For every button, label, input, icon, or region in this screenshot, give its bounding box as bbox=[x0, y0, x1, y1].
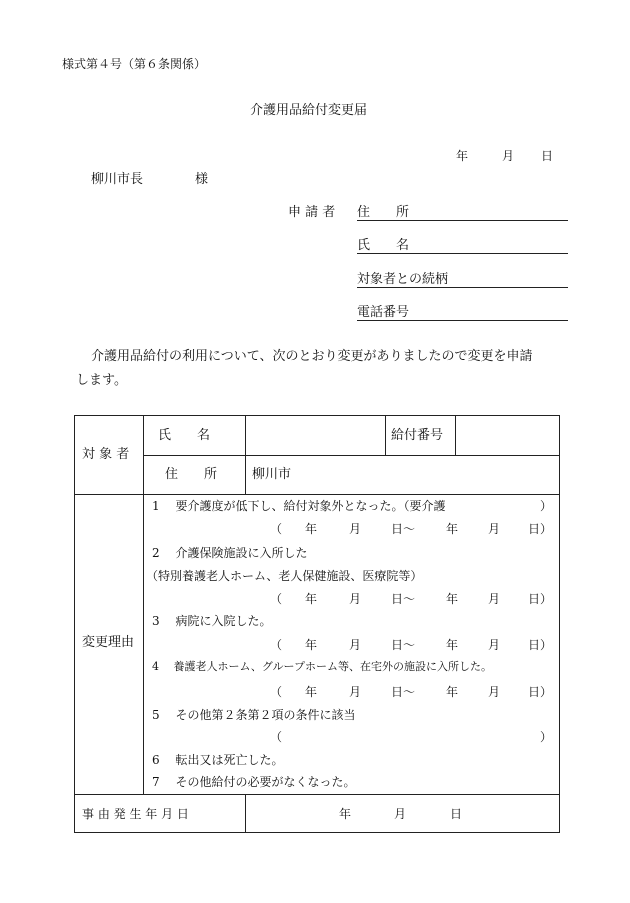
subject-header: 対 象 者 bbox=[82, 447, 130, 462]
date-year: 年 bbox=[456, 149, 469, 163]
table-rule bbox=[385, 415, 386, 455]
reason-5-detail-input[interactable] bbox=[284, 727, 534, 745]
table-rule bbox=[143, 455, 560, 456]
addressee-honorific: 様 bbox=[195, 172, 209, 187]
subject-address-value[interactable]: 柳川市 bbox=[252, 467, 292, 482]
date-month: 月 bbox=[349, 522, 362, 536]
table-rule bbox=[245, 794, 246, 833]
date-day-close: 日） bbox=[528, 638, 553, 652]
reason-7[interactable]: 7 その他給付の必要がなくなった。 bbox=[152, 775, 356, 789]
subject-name-label: 氏 名 bbox=[158, 428, 211, 443]
table-rule bbox=[143, 415, 144, 794]
addressee-name: 柳川市長 bbox=[91, 172, 144, 187]
page-title: 介護用品給付変更届 bbox=[250, 103, 368, 118]
benefit-number-label: 給付番号 bbox=[391, 428, 444, 443]
subject-address-label: 住 所 bbox=[165, 467, 218, 482]
date-open: （ bbox=[270, 522, 283, 536]
date-month: 月 bbox=[349, 685, 362, 699]
date-year: 年 bbox=[446, 522, 459, 536]
date-year: 年 bbox=[446, 685, 459, 699]
date-year: 年 bbox=[305, 522, 318, 536]
date-month: 月 bbox=[349, 592, 362, 606]
date-year: 年 bbox=[446, 638, 459, 652]
date-month: 月 bbox=[488, 685, 501, 699]
occurrence-month: 月 bbox=[394, 807, 407, 821]
applicant-label: 申 請 者 bbox=[288, 205, 336, 220]
date-day-from: 日〜 bbox=[391, 638, 416, 652]
date-day: 日 bbox=[541, 149, 554, 163]
body-text-line1: 介護用品給付の利用について、次のとおり変更がありましたので変更を申請 bbox=[91, 349, 533, 364]
date-month: 月 bbox=[349, 638, 362, 652]
table-rule bbox=[245, 415, 246, 495]
applicant-address-label: 住 所 bbox=[357, 205, 410, 220]
date-month: 月 bbox=[488, 522, 501, 536]
date-day-close: 日） bbox=[528, 522, 553, 536]
reason-1[interactable]: 1 要介護度が低下し、給付対象外となった。（要介護 bbox=[152, 499, 446, 513]
occurrence-day: 日 bbox=[450, 807, 463, 821]
reason-4[interactable]: 4 養護老人ホーム、グループホーム等、在宅外の施設に入所した。 bbox=[152, 660, 492, 673]
date-year: 年 bbox=[305, 592, 318, 606]
reason-5-open: （ bbox=[270, 730, 283, 744]
date-year: 年 bbox=[305, 638, 318, 652]
applicant-phone-label: 電話番号 bbox=[357, 305, 410, 320]
reason-header: 変更理由 bbox=[82, 635, 135, 650]
applicant-name-field[interactable] bbox=[357, 253, 568, 254]
applicant-phone-field[interactable] bbox=[357, 320, 568, 321]
reason-5-close: ） bbox=[540, 730, 553, 744]
date-day-from: 日〜 bbox=[391, 685, 416, 699]
occurrence-date-input[interactable] bbox=[247, 796, 559, 832]
date-day-from: 日〜 bbox=[391, 592, 416, 606]
form-number: 様式第４号（第６条関係） bbox=[62, 57, 207, 71]
date-day-close: 日） bbox=[528, 685, 553, 699]
date-month: 月 bbox=[502, 149, 515, 163]
reason-3[interactable]: 3 病院に入院した。 bbox=[152, 614, 272, 628]
table-rule bbox=[74, 494, 560, 495]
reason-6[interactable]: 6 転出又は死亡した。 bbox=[152, 753, 284, 767]
reason-5[interactable]: 5 その他第２条第２項の条件に該当 bbox=[152, 708, 356, 722]
subject-name-input[interactable] bbox=[247, 417, 383, 453]
benefit-number-input[interactable] bbox=[457, 417, 558, 453]
body-text-line2: します。 bbox=[76, 373, 127, 388]
applicant-address-field[interactable] bbox=[357, 220, 568, 221]
date-year: 年 bbox=[446, 592, 459, 606]
applicant-relation-label: 対象者との続柄 bbox=[357, 272, 449, 287]
date-day-close: 日） bbox=[528, 592, 553, 606]
applicant-relation-field[interactable] bbox=[357, 287, 568, 288]
reason-2[interactable]: 2 介護保険施設に入所した bbox=[152, 546, 308, 560]
table-rule bbox=[455, 415, 456, 455]
table-rule bbox=[74, 794, 560, 795]
occurrence-year: 年 bbox=[339, 807, 352, 821]
date-open: （ bbox=[270, 685, 283, 699]
applicant-name-label: 氏 名 bbox=[357, 238, 410, 253]
date-year: 年 bbox=[305, 685, 318, 699]
date-open: （ bbox=[270, 592, 283, 606]
date-month: 月 bbox=[488, 592, 501, 606]
date-day-from: 日〜 bbox=[391, 522, 416, 536]
reason-2-detail: （特別養護老人ホーム、老人保健施設、医療院等） bbox=[146, 569, 423, 583]
change-form-table bbox=[74, 415, 560, 833]
occurrence-date-label: 事 由 発 生 年 月 日 bbox=[82, 807, 189, 821]
date-month: 月 bbox=[488, 638, 501, 652]
reason-1-close: ） bbox=[540, 499, 553, 513]
date-open: （ bbox=[270, 638, 283, 652]
